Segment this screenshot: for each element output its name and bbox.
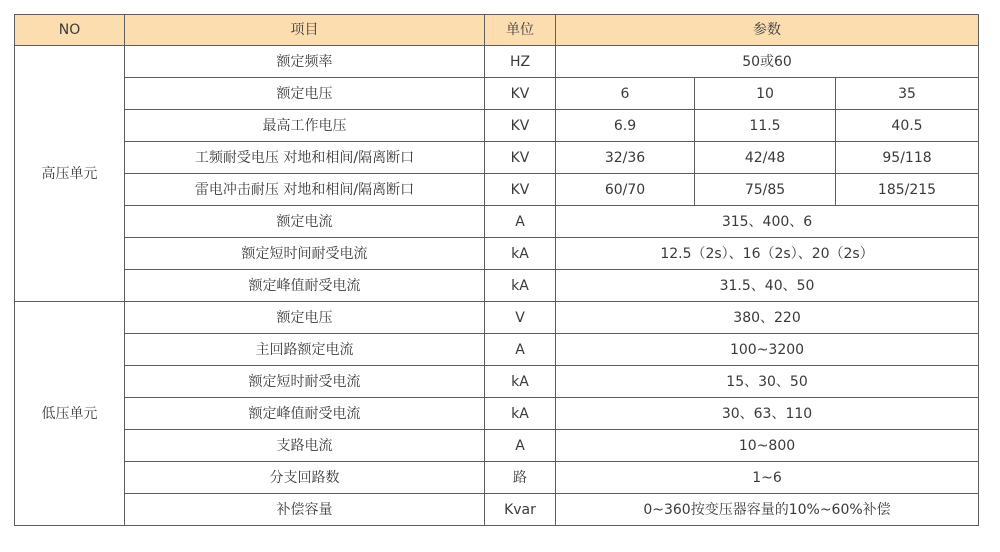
- table-row: [15, 366, 979, 398]
- table-row: [15, 494, 979, 526]
- table-row: [15, 398, 979, 430]
- value-cell: 380、220: [556, 302, 979, 334]
- item-cell: 主回路额定电流: [125, 334, 485, 366]
- table-row: [15, 302, 979, 334]
- value-cell: 6: [556, 78, 695, 110]
- value-cell: 100~3200: [556, 334, 979, 366]
- value-cell: 0~360按变压器容量的10%~60%补偿: [556, 494, 979, 526]
- item-cell: 额定电压: [125, 78, 485, 110]
- value-cell: 60/70: [556, 174, 695, 206]
- item-cell: 额定短时耐受电流: [125, 366, 485, 398]
- table-row: [15, 78, 979, 110]
- item-cell: 额定电压: [125, 302, 485, 334]
- unit-cell: V: [485, 302, 556, 334]
- value-cell: 1~6: [556, 462, 979, 494]
- value-cell: 40.5: [836, 110, 979, 142]
- value-cell: 15、30、50: [556, 366, 979, 398]
- table-row: [15, 206, 979, 238]
- value-cell: 11.5: [695, 110, 836, 142]
- unit-cell: KV: [485, 142, 556, 174]
- unit-cell: kA: [485, 238, 556, 270]
- value-cell: 10: [695, 78, 836, 110]
- item-cell: 雷电冲击耐压 对地和相间/隔离断口: [125, 174, 485, 206]
- unit-cell: 路: [485, 462, 556, 494]
- item-cell: 补偿容量: [125, 494, 485, 526]
- value-cell: 12.5（2s）、16（2s）、20（2s）: [556, 238, 979, 270]
- table-row: [15, 174, 979, 206]
- value-cell: 42/48: [695, 142, 836, 174]
- unit-cell: HZ: [485, 46, 556, 78]
- unit-cell: A: [485, 430, 556, 462]
- value-cell: 32/36: [556, 142, 695, 174]
- table-row: [15, 430, 979, 462]
- value-cell: 35: [836, 78, 979, 110]
- header-no: NO: [15, 15, 125, 46]
- value-cell: 10~800: [556, 430, 979, 462]
- unit-cell: Kvar: [485, 494, 556, 526]
- table-row: [15, 142, 979, 174]
- item-cell: 额定频率: [125, 46, 485, 78]
- table-row: [15, 462, 979, 494]
- value-cell: 75/85: [695, 174, 836, 206]
- table-row: [15, 334, 979, 366]
- group-label: 高压单元: [15, 46, 125, 302]
- value-cell: 315、400、6: [556, 206, 979, 238]
- item-cell: 最高工作电压: [125, 110, 485, 142]
- value-cell: 185/215: [836, 174, 979, 206]
- unit-cell: kA: [485, 270, 556, 302]
- unit-cell: A: [485, 206, 556, 238]
- unit-cell: KV: [485, 110, 556, 142]
- item-cell: 额定短时间耐受电流: [125, 238, 485, 270]
- table-row: [15, 270, 979, 302]
- unit-cell: KV: [485, 174, 556, 206]
- item-cell: 工频耐受电压 对地和相间/隔离断口: [125, 142, 485, 174]
- group-label: 低压单元: [15, 302, 125, 526]
- unit-cell: kA: [485, 366, 556, 398]
- value-cell: 31.5、40、50: [556, 270, 979, 302]
- unit-cell: kA: [485, 398, 556, 430]
- unit-cell: A: [485, 334, 556, 366]
- item-cell: 支路电流: [125, 430, 485, 462]
- header-unit: 单位: [485, 15, 556, 46]
- item-cell: 额定峰值耐受电流: [125, 270, 485, 302]
- value-cell: 50或60: [556, 46, 979, 78]
- value-cell: 30、63、110: [556, 398, 979, 430]
- table-header: [15, 15, 979, 46]
- value-cell: 6.9: [556, 110, 695, 142]
- item-cell: 额定电流: [125, 206, 485, 238]
- table-row: [15, 238, 979, 270]
- table-row: [15, 46, 979, 78]
- table-row: [15, 110, 979, 142]
- header-item: 项目: [125, 15, 485, 46]
- header-params: 参数: [556, 15, 979, 46]
- unit-cell: KV: [485, 78, 556, 110]
- spec-table: [14, 14, 979, 526]
- item-cell: 额定峰值耐受电流: [125, 398, 485, 430]
- table-body: [15, 46, 979, 526]
- item-cell: 分支回路数: [125, 462, 485, 494]
- value-cell: 95/118: [836, 142, 979, 174]
